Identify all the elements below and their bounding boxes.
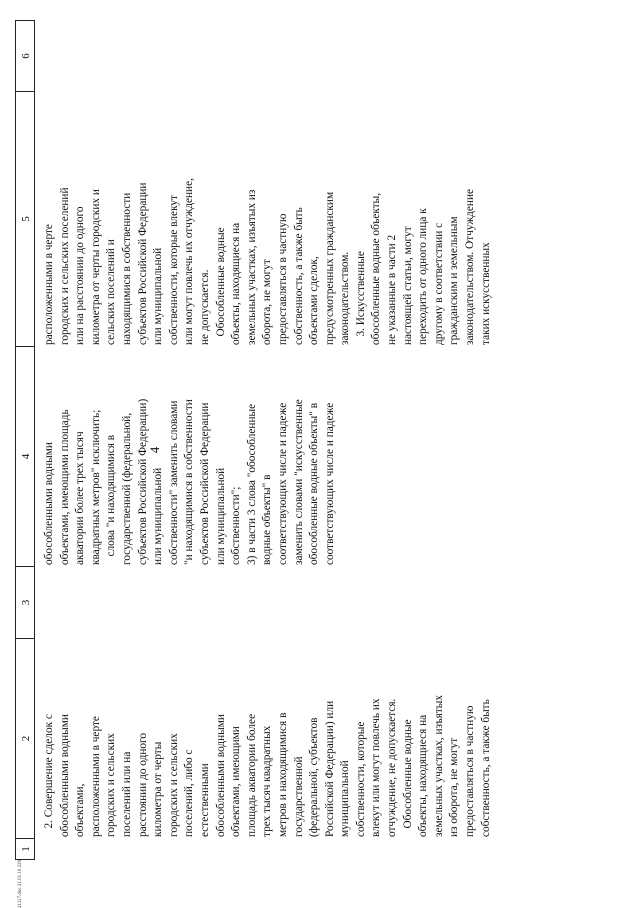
text-line: переходить от одного лица к <box>417 208 430 345</box>
text-line: гражданским и земельным <box>448 216 461 345</box>
text-line: предоставляться в частную <box>276 213 289 345</box>
text-line: поселений или на <box>120 751 133 837</box>
text-line: муниципальной <box>339 760 352 837</box>
header-cell-4: 4 <box>15 347 35 567</box>
text-line: заменить словами "искусственные <box>292 399 305 565</box>
text-line: объектами, имеющими площадь <box>58 409 71 565</box>
text-line: обособленными водными <box>43 442 55 565</box>
text-line: собственности, которые влекут <box>167 195 180 345</box>
text-line: или муниципальной <box>152 247 165 345</box>
text-line: городских и сельских <box>105 733 118 837</box>
text-line: или муниципальной <box>152 467 165 565</box>
text-line: земельных участках, изъятых из <box>245 189 258 345</box>
text-line: или муниципальной <box>214 467 227 565</box>
text-line: обособленные водные объекты" в <box>308 402 321 565</box>
text-line: или на расстоянии до одного <box>74 206 87 345</box>
text-line: соответствующих числе и падеже <box>276 402 289 565</box>
page-number: 4 <box>147 446 162 454</box>
text-line: из оборота, не могут <box>448 737 461 837</box>
text-line: объектами сделок, <box>308 256 321 345</box>
text-line: обособленными водными <box>58 714 71 837</box>
text-line: площадь акватории более <box>245 713 258 837</box>
text-line: поселений, либо с <box>183 749 196 837</box>
text-line: собственности" заменить словами <box>167 400 180 565</box>
text-line: предусмотренных гражданским <box>323 191 336 345</box>
text-line: километра от черты <box>152 741 165 837</box>
text-line: законодательством. Отчуждение <box>464 188 477 345</box>
text-line: расположенными в черте <box>43 224 55 345</box>
text-line: не указанные в части 2 <box>386 234 399 345</box>
text-line: квадратных метров" исключить; <box>89 409 102 565</box>
header-cell-2: 2 <box>15 639 35 839</box>
text-line: обособленными водными <box>214 714 227 837</box>
text-line: 3. Искусственные <box>354 251 367 345</box>
text-line: не допускается. <box>198 269 211 345</box>
column-2-text <box>42 695 494 837</box>
text-line: таких искусственных <box>479 242 492 345</box>
text-line: расположенными в черте <box>89 716 102 837</box>
text-line: субъектов Российской Федерации) <box>136 398 149 565</box>
text-line: трех тысяч квадратных <box>261 725 274 837</box>
text-line: Обособленные водные <box>214 227 227 345</box>
file-metadata: 21117.doc 21.01.10 229 <box>18 859 23 908</box>
text-line: субъектов Российской Федерации <box>198 402 211 565</box>
text-line: 3) в части 3 слова "обособленные <box>245 403 258 565</box>
text-line: естественными <box>198 763 211 837</box>
text-line: оборота, не могут <box>261 259 274 345</box>
text-line: объектами, <box>74 783 87 837</box>
text-line: сельских поселений и <box>105 239 118 345</box>
text-line: Обособленные водные <box>401 719 414 837</box>
text-line: объекты, находящиеся на <box>230 222 243 345</box>
text-line: субъектов Российской Федерации <box>136 182 149 345</box>
text-line: или могут повлечь их отчуждение, <box>183 178 196 345</box>
text-line: отчуждение, не допускается. <box>386 698 399 837</box>
text-line: государственной (федеральной, <box>120 412 133 565</box>
text-line: (федеральной, субъектов <box>308 717 321 837</box>
text-line: земельных участках, изъятых <box>432 695 445 837</box>
text-line: водные объекты" в <box>261 474 274 565</box>
text-line: предоставляться в частную <box>464 705 477 837</box>
text-line: метров и находящимися в <box>276 712 289 837</box>
text-line: собственность, а также быть <box>292 207 305 345</box>
text-line: акватории более трех тысяч <box>74 431 87 565</box>
text-line: собственности"; <box>230 486 243 565</box>
text-line: законодательством. <box>339 251 352 345</box>
header-cell-6: 6 <box>15 20 35 92</box>
text-line: расстоянии до одного <box>136 732 149 837</box>
text-line: слова "и находящимися в <box>105 434 118 565</box>
text-line: государственной <box>292 756 305 837</box>
column-4-text <box>42 399 338 565</box>
text-line: 2. Совершение сделок с <box>43 714 55 837</box>
text-line: настоящей статьи, могут <box>401 226 414 345</box>
column-5-text <box>42 178 494 345</box>
text-line: обособленные водные объекты, <box>370 192 383 345</box>
header-cell-1: 1 <box>15 839 35 860</box>
header-cell-5: 5 <box>15 92 35 347</box>
text-line: соответствующих числе и падеже <box>323 402 336 565</box>
header-cell-3: 3 <box>15 567 35 639</box>
text-line: объекты, находящиеся на <box>417 714 430 837</box>
text-line: собственности, которые <box>354 721 367 837</box>
text-line: влекут или могут повлечь их <box>370 698 383 837</box>
text-line: городских и сельских <box>167 733 180 837</box>
text-line: объектами, имеющими <box>230 726 243 837</box>
text-line: другому в соответствии с <box>432 222 445 345</box>
text-line: километра от черты городских и <box>89 189 102 345</box>
text-line: собственность, а также быть <box>479 699 492 837</box>
text-line: Российской Федерации) или <box>323 700 336 837</box>
text-line: городских и сельских поселений <box>58 187 71 345</box>
text-line: "и находящимися в собственности <box>183 399 196 565</box>
text-line: находящимися в собственности <box>120 192 133 345</box>
